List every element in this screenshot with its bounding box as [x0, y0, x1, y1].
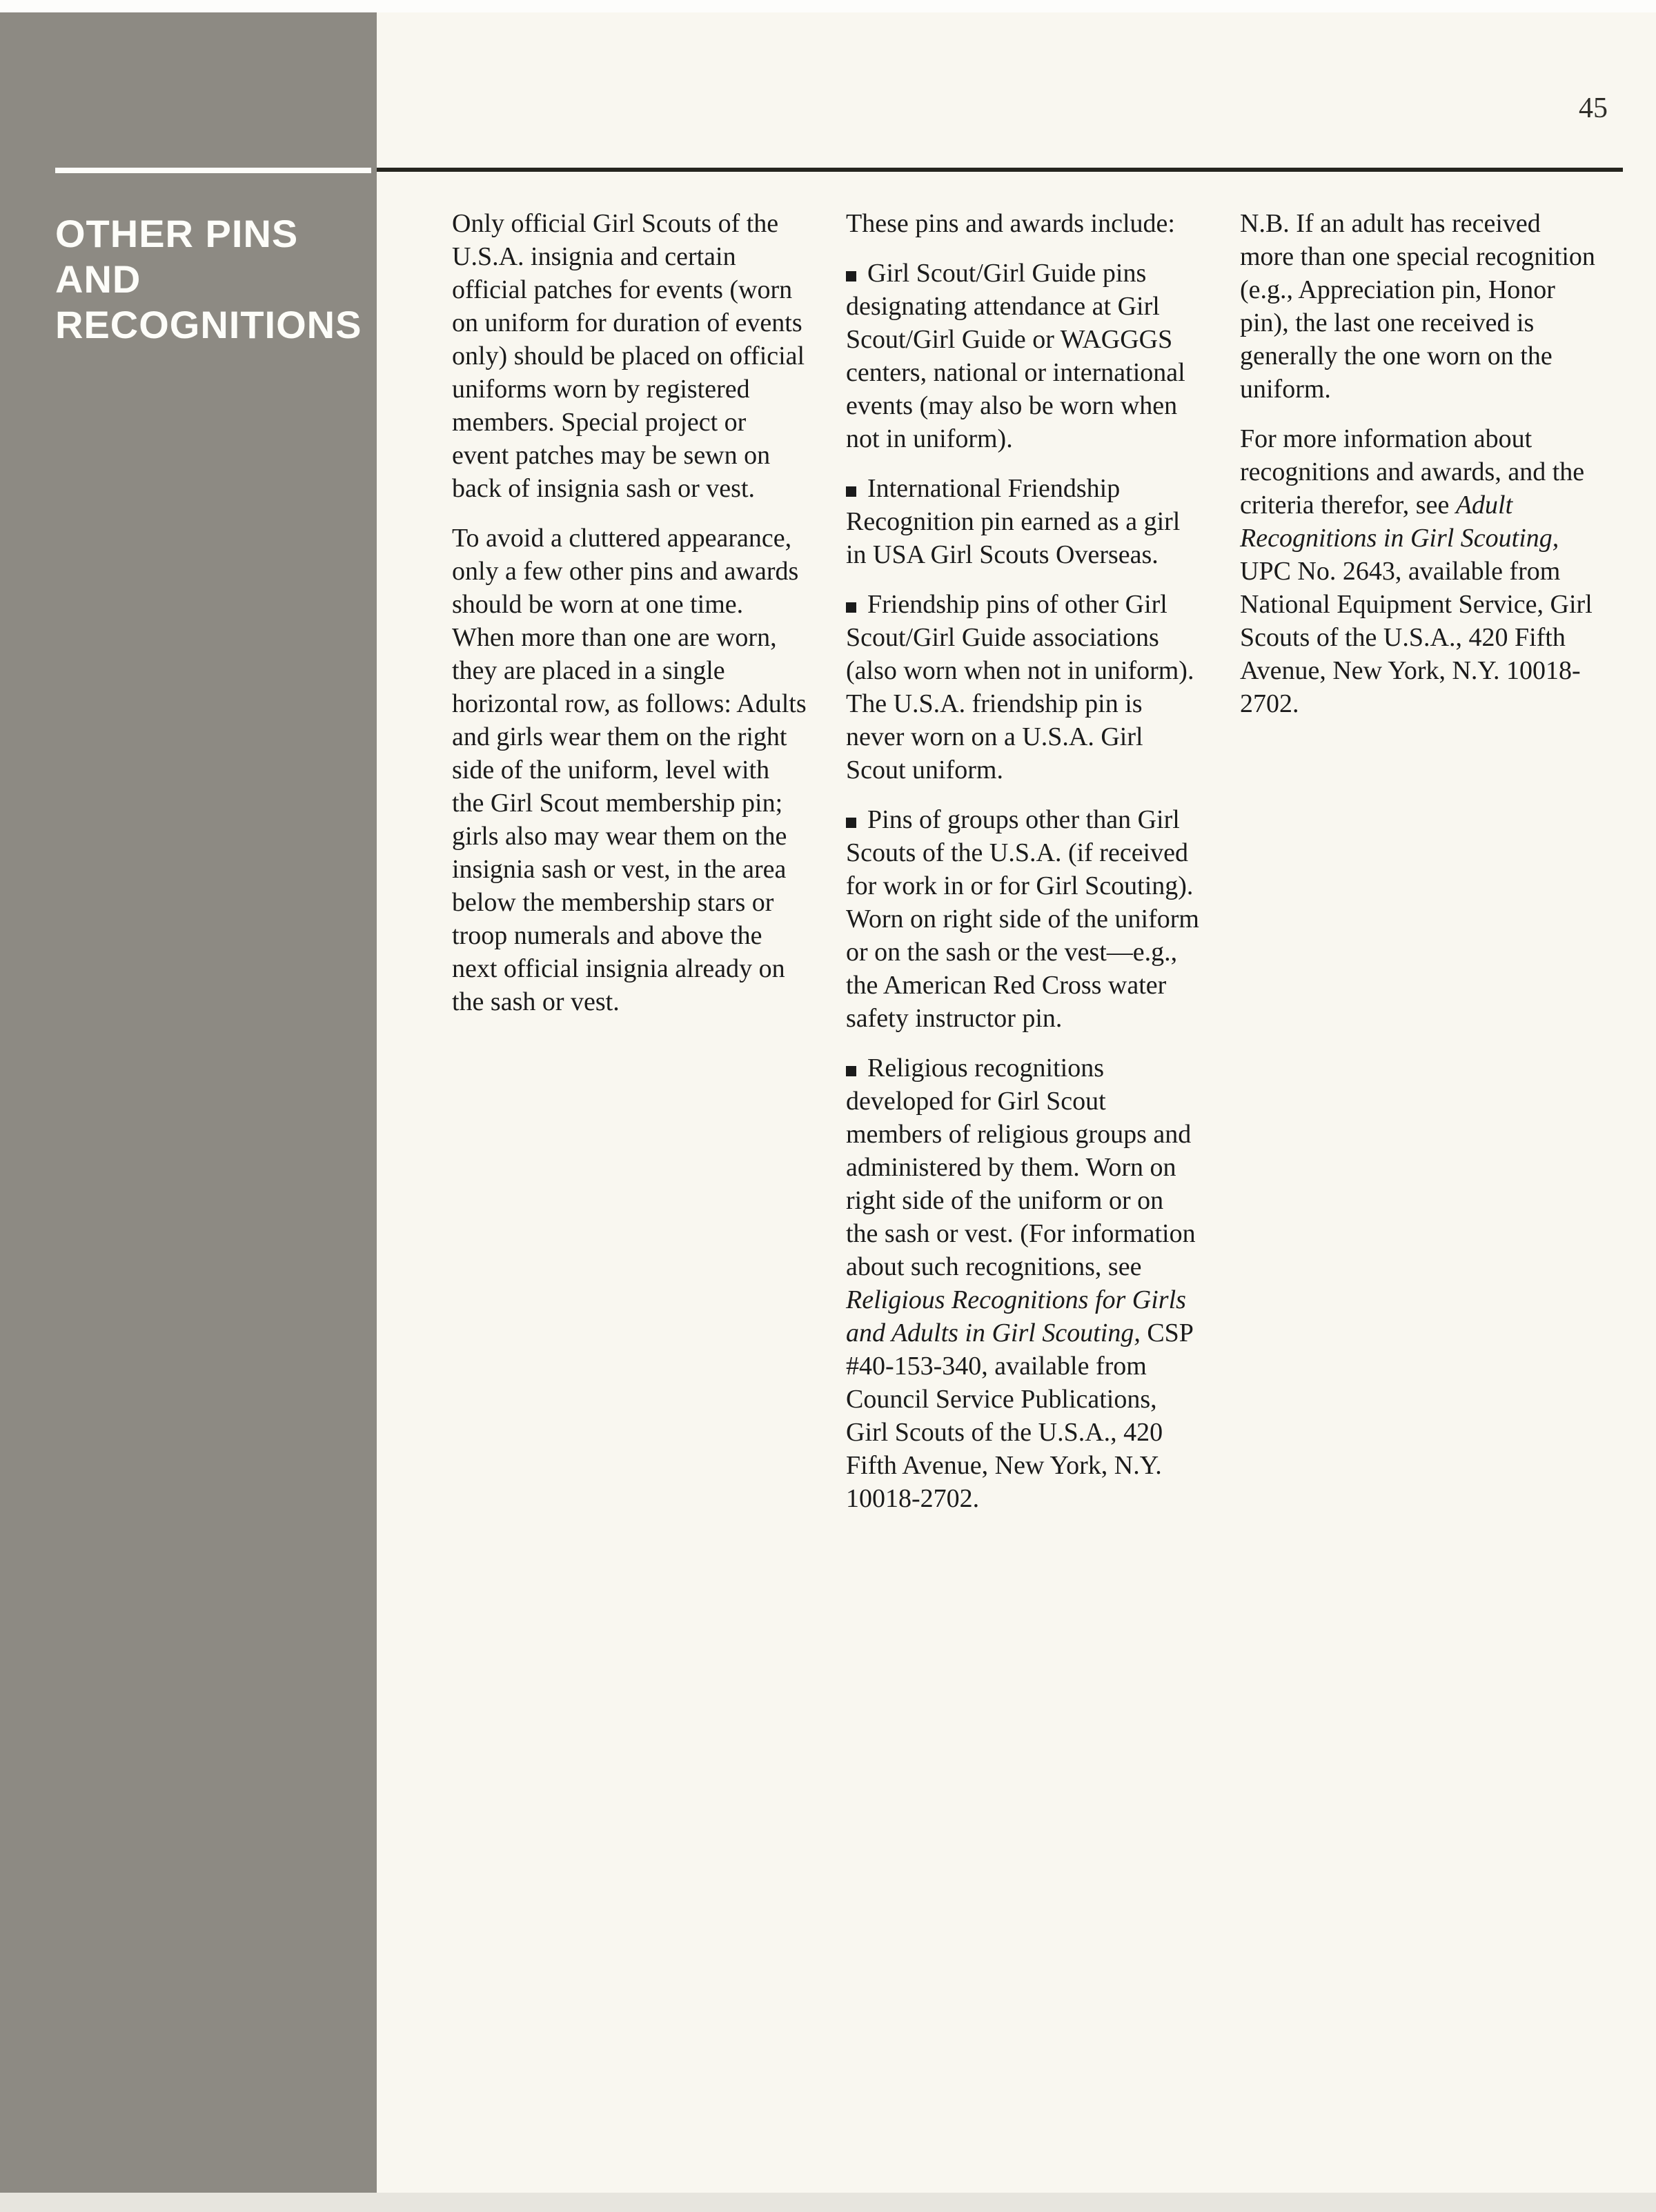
text-segment: Religious recognitions developed for Girl Scout members of religious groups and administered by them. Worn on right side of the uniform or on the sash or vest. (For information about such recognitions, see	[846, 1054, 1196, 1281]
bullet-item	[846, 1051, 1201, 1515]
bullet-item	[846, 472, 1201, 571]
text-segment: These pins and awards include:	[846, 209, 1175, 238]
page-top-edge	[0, 0, 1656, 12]
text-segment: Only official Girl Scouts of the U.S.A. insignia and certain official patches for events (worn on uniform for duration of events only) should be placed on official uniforms worn by registered members. Special project or event patches may be sewn on back of insignia sash or vest.	[452, 209, 805, 503]
sidebar-heading-line-3: RECOGNITIONS	[55, 303, 362, 346]
paragraph	[452, 522, 807, 1018]
bullet-square-icon	[846, 818, 856, 828]
bullet-item	[846, 803, 1201, 1035]
text-segment: For more information about recognitions and awards, and the criteria therefor, see	[1240, 424, 1585, 520]
bullet-square-icon	[846, 271, 856, 282]
sidebar-heading-line-2: AND	[55, 257, 141, 301]
sidebar-divider-rule	[55, 168, 371, 173]
text-segment: Pins of groups other than Girl Scouts of the U.S.A. (if received for work in or for Girl Scouting). Worn on right side of the uniform or on the sash or the vest—e.g., the American Red Cross water safety instructor pin.	[846, 805, 1199, 1033]
paragraph	[846, 207, 1201, 240]
text-segment: Friendship pins of other Girl Scout/Girl Guide associations (also worn when not in uniform). The U.S.A. friendship pin is never worn on a U.S.A. Girl Scout uniform.	[846, 590, 1194, 784]
text-segment-italic: Religious Recognitions for Girls and Adults in Girl Scouting,	[846, 1285, 1186, 1347]
text-column-2	[846, 207, 1201, 1532]
text-segment: To avoid a cluttered appearance, only a few other pins and awards should be worn at one time. When more than one are worn, they are placed in a single horizontal row, as follows: Adults and girls wear them on the right side of the uniform, level with the Girl Scout membership pin; girls also may wear them on the insignia sash or vest, in the area below the membership stars or troop numerals and above the next official insignia already on the sash or vest.	[452, 524, 807, 1016]
page-bottom-edge	[0, 2193, 1656, 2212]
bullet-item	[846, 257, 1201, 455]
content-top-rule	[377, 168, 1623, 172]
text-column-3	[1240, 207, 1595, 737]
paragraph	[1240, 207, 1595, 406]
sidebar-band	[0, 12, 377, 2193]
bullet-square-icon	[846, 1066, 856, 1076]
text-segment: CSP #40-153-340, available from Council Service Publications, Girl Scouts of the U.S.A., 420 Fifth Avenue, New York, N.Y. 10018-2702.	[846, 1319, 1193, 1513]
page-number: 45	[1579, 92, 1608, 124]
text-columns	[452, 207, 1625, 1532]
text-column-1	[452, 207, 807, 1035]
text-segment: N.B. If an adult has received more than one special recognition (e.g., Appreciation pin, Honor pin), the last one received is generally the one worn on the uniform.	[1240, 209, 1595, 404]
text-segment-italic: Adult Recognitions in Girl Scouting,	[1240, 491, 1559, 553]
bullet-square-icon	[846, 486, 856, 497]
bullet-square-icon	[846, 602, 856, 613]
paragraph	[1240, 422, 1595, 720]
bullet-item	[846, 588, 1201, 787]
sidebar-heading-line-1: OTHER PINS	[55, 212, 299, 255]
text-segment: Girl Scout/Girl Guide pins designating attendance at Girl Scout/Girl Guide or WAGGGS centers, national or international events (may also be worn when not in uniform).	[846, 259, 1185, 453]
paragraph	[452, 207, 807, 505]
text-segment: UPC No. 2643, available from National Equipment Service, Girl Scouts of the U.S.A., 420 Fifth Avenue, New York, N.Y. 10018-2702.	[1240, 557, 1593, 718]
sidebar-heading	[55, 211, 362, 348]
text-segment: International Friendship Recognition pin earned as a girl in USA Girl Scouts Overseas.	[846, 474, 1181, 569]
